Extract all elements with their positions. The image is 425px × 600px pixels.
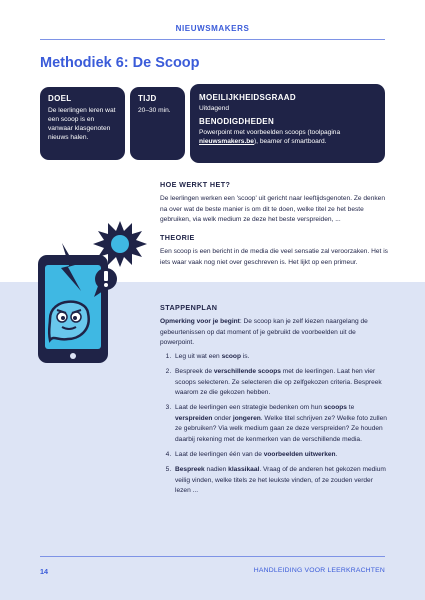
plan-steps bbox=[160, 352, 388, 497]
step-text: nadien bbox=[204, 466, 229, 474]
plan-note bbox=[160, 317, 388, 349]
doel-card bbox=[40, 87, 125, 160]
theory-section bbox=[160, 233, 388, 268]
how-text: De leerlingen werken een 'scoop' uit gericht naar leeftijdsgenoten. Ze denken na over wat de beste manier is om dit te doen, welke titel ze het beste gebruiken, via welk medium ze deze het beste verspreiden, ... bbox=[160, 195, 386, 224]
step-bold: Bespreek bbox=[175, 466, 205, 474]
details-card bbox=[190, 84, 385, 163]
step-bold: scoop bbox=[221, 352, 241, 360]
step-text: . bbox=[335, 451, 338, 459]
how-heading: HOE WERKT HET? bbox=[160, 180, 231, 189]
mascot-icon bbox=[49, 302, 89, 340]
plan-section bbox=[160, 303, 388, 502]
theory-text: Een scoop is een bericht in de media die veel sensatie zal veroorzaken. Het is iets waar vaak nog niet over geschreven is. Het lijkt op een primeur. bbox=[160, 248, 388, 266]
tijd-label: TIJD bbox=[138, 94, 157, 103]
nieuwsmakers-link[interactable]: nieuwsmakers.be bbox=[199, 138, 254, 145]
plan-note-rest: : De scoop kan je zelf kiezen naargelang de gebeurtenissen op dat moment of je gebruikt de voorbeelden uit de powerpoint. bbox=[160, 318, 368, 347]
footer-divider bbox=[40, 556, 385, 557]
page-number: 14 bbox=[40, 567, 48, 576]
step-text: onder bbox=[212, 414, 233, 422]
step-bold: verschillende scoops bbox=[213, 368, 281, 376]
tijd-card bbox=[130, 87, 185, 160]
plan-step-4 bbox=[173, 450, 388, 460]
step-bold: jongeren bbox=[232, 414, 261, 422]
step-text: Bespreek de bbox=[175, 368, 214, 376]
step-bold: klassikaal bbox=[228, 466, 260, 474]
step-text: . Vraag of de anderen het gekozen medium veilig vinden, welke titels ze het leukste vinden, of ze zouden verder lezen ... bbox=[175, 466, 386, 495]
step-text: Laat de leerlingen een strategie bedenken om hun bbox=[175, 404, 324, 412]
how-section bbox=[160, 180, 388, 226]
step-bold: scoops bbox=[323, 404, 347, 412]
doel-text: De leerlingen leren wat een scoop is en vanwaar klasgenoten nieuws halen. bbox=[48, 107, 116, 141]
header-brand: NIEUWSMAKERS bbox=[175, 24, 250, 33]
footer-label bbox=[254, 567, 385, 574]
doel-label: DOEL bbox=[48, 94, 72, 103]
needs-text-after: ), beamer of smartboard. bbox=[253, 138, 327, 145]
needs-label: BENODIGDHEDEN bbox=[199, 117, 275, 126]
theory-heading: THEORIE bbox=[160, 233, 195, 242]
step-text: met de leerlingen. Laat hen vier scoops selecteren. Ze selecteren die op zelfgekozen criteria. Bespreek waarom ze die gekozen hebben. bbox=[175, 368, 382, 396]
plan-heading: STAPPENPLAN bbox=[160, 303, 218, 312]
tijd-text: 20–30 min. bbox=[138, 107, 171, 114]
footer-label-b: VOOR LEERKRACHTEN bbox=[302, 567, 385, 574]
plan-step-1 bbox=[173, 352, 388, 362]
plan-step-3 bbox=[173, 403, 388, 445]
step-bold: verspreiden bbox=[175, 414, 213, 422]
step-text: is. bbox=[240, 352, 250, 360]
plan-step-5 bbox=[173, 465, 388, 496]
step-text: Leg uit wat een bbox=[175, 352, 222, 360]
step-text: Laat de leerlingen één van de bbox=[175, 451, 264, 459]
difficulty-value: Uitdagend bbox=[199, 105, 230, 112]
needs-text bbox=[199, 128, 376, 146]
scoop-illustration bbox=[28, 213, 153, 373]
page-title: Methodiek 6: De Scoop bbox=[40, 55, 200, 71]
step-text: te bbox=[346, 404, 355, 412]
needs-text-before: Powerpoint met voorbeelden scoops (toolpagina bbox=[199, 129, 341, 136]
header-divider bbox=[40, 39, 385, 40]
step-text: . Welke titel schrijven ze? Welke foto zullen ze gebruiken? Via welk medium gaan ze deze verspreiden? Ze houden daarbij rekening met de kenmerken van de verschillende media. bbox=[175, 414, 387, 443]
plan-note-bold: Opmerking voor je begint bbox=[160, 318, 240, 325]
step-bold: voorbeelden uitwerken bbox=[263, 451, 336, 459]
difficulty-label: MOEILIJKHEIDSGRAAD bbox=[199, 93, 296, 102]
plan-step-2 bbox=[173, 367, 388, 398]
footer-label-a: HANDLEIDING bbox=[253, 567, 303, 574]
